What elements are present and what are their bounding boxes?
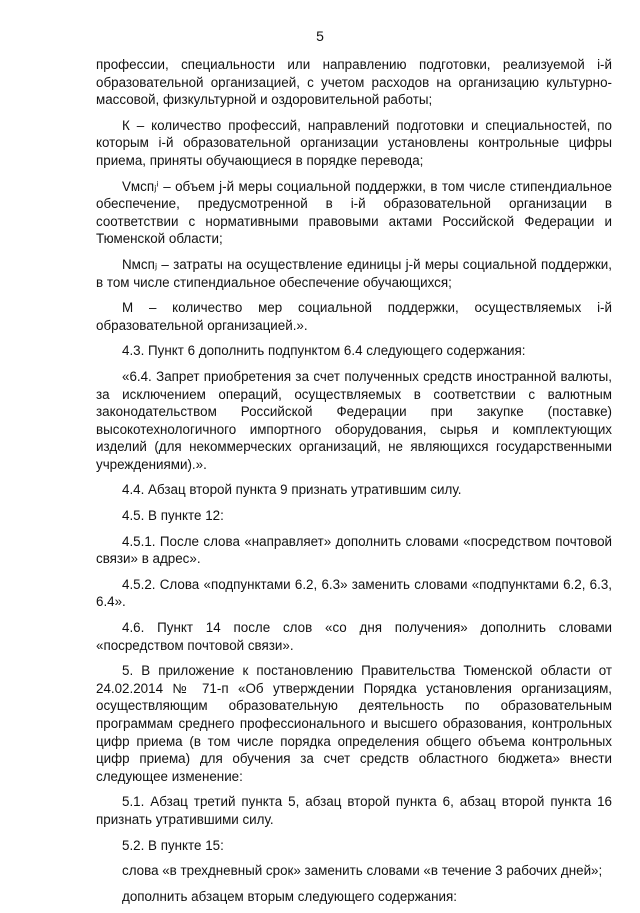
paragraph: 4.6. Пункт 14 после слов «со дня получения» дополнить словами «посредством почтовой связи».: [96, 620, 612, 653]
paragraph: 5.2. В пункте 15:: [122, 837, 224, 853]
document-body: [96, 56, 612, 913]
paragraph: 4.3. Пункт 6 дополнить подпунктом 6.4 следующего содержания:: [122, 343, 526, 359]
paragraph: 4.5.2. Слова «подпунктами 6.2, 6.3» заменить словами «подпунктами 6.2, 6.3, 6.4».: [96, 576, 612, 610]
paragraph: Vмспⱼⁱ – объем j-й меры социальной поддержки, в том числе стипендиальное обеспечение, предусмотренной в i-й образовательной организации в соответствии с нормативными правовыми актами Российской Федерации и Тюменской области;: [96, 178, 612, 247]
paragraph: Nмспⱼ – затраты на осуществление единицы j-й меры социальной поддержки, в том числе стипендиальное обеспечение обучающихся;: [96, 256, 612, 290]
page-number: 5: [316, 28, 324, 44]
paragraph: 5.1. Абзац третий пункта 5, абзац второй пункта 6, абзац второй пункта 16 признать утратившими силу.: [96, 794, 612, 827]
paragraph: 4.5. В пункте 12:: [122, 508, 224, 524]
paragraph: 5. В приложение к постановлению Правительства Тюменской области от 24.02.2014 № 71-п «Об утверждении Порядка установления организациям, осуществляющим образовательную деятельность по образовательным программам среднего профессионального и высшего образования, контрольных цифр приема (в том числе порядка определения общего объема контрольных цифр приема) для обучения за счет средств областного бюджета» внести следующее изменение:: [96, 663, 612, 784]
paragraph: К – количество профессий, направлений подготовки и специальностей, по которым i-й образовательной организации установлены контрольные цифры приема, приняты обучающиеся в порядке перевода;: [96, 117, 612, 168]
paragraph: дополнить абзацем вторым следующего содержания:: [122, 888, 457, 904]
paragraph: 4.5.1. После слова «направляет» дополнить словами «посредством почтовой связи» в адрес».: [96, 533, 612, 567]
paragraph: М – количество мер социальной поддержки, осуществляемых i-й образовательной организацией.».: [96, 300, 612, 333]
paragraph: 4.4. Абзац второй пункта 9 признать утратившим силу.: [122, 482, 462, 498]
paragraph: слова «в трехдневный срок» заменить словами «в течение 3 рабочих дней»;: [122, 863, 603, 879]
paragraph: профессии, специальности или направлению подготовки, реализуемой i-й образовательной организацией, с учетом расходов на организацию культурно-массовой, физкультурной и оздоровительной работы;: [96, 57, 612, 108]
paragraph: «6.4. Запрет приобретения за счет полученных средств иностранной валюты, за исключением операций, осуществляемых в соответствии с валютным законодательством Российской Федерации при закупке (поставке) высокотехнологичного импортного оборудования, сырья и комплектующих изделий (для некоммерческих организаций, не являющихся государственными учреждениями).».: [96, 368, 612, 472]
